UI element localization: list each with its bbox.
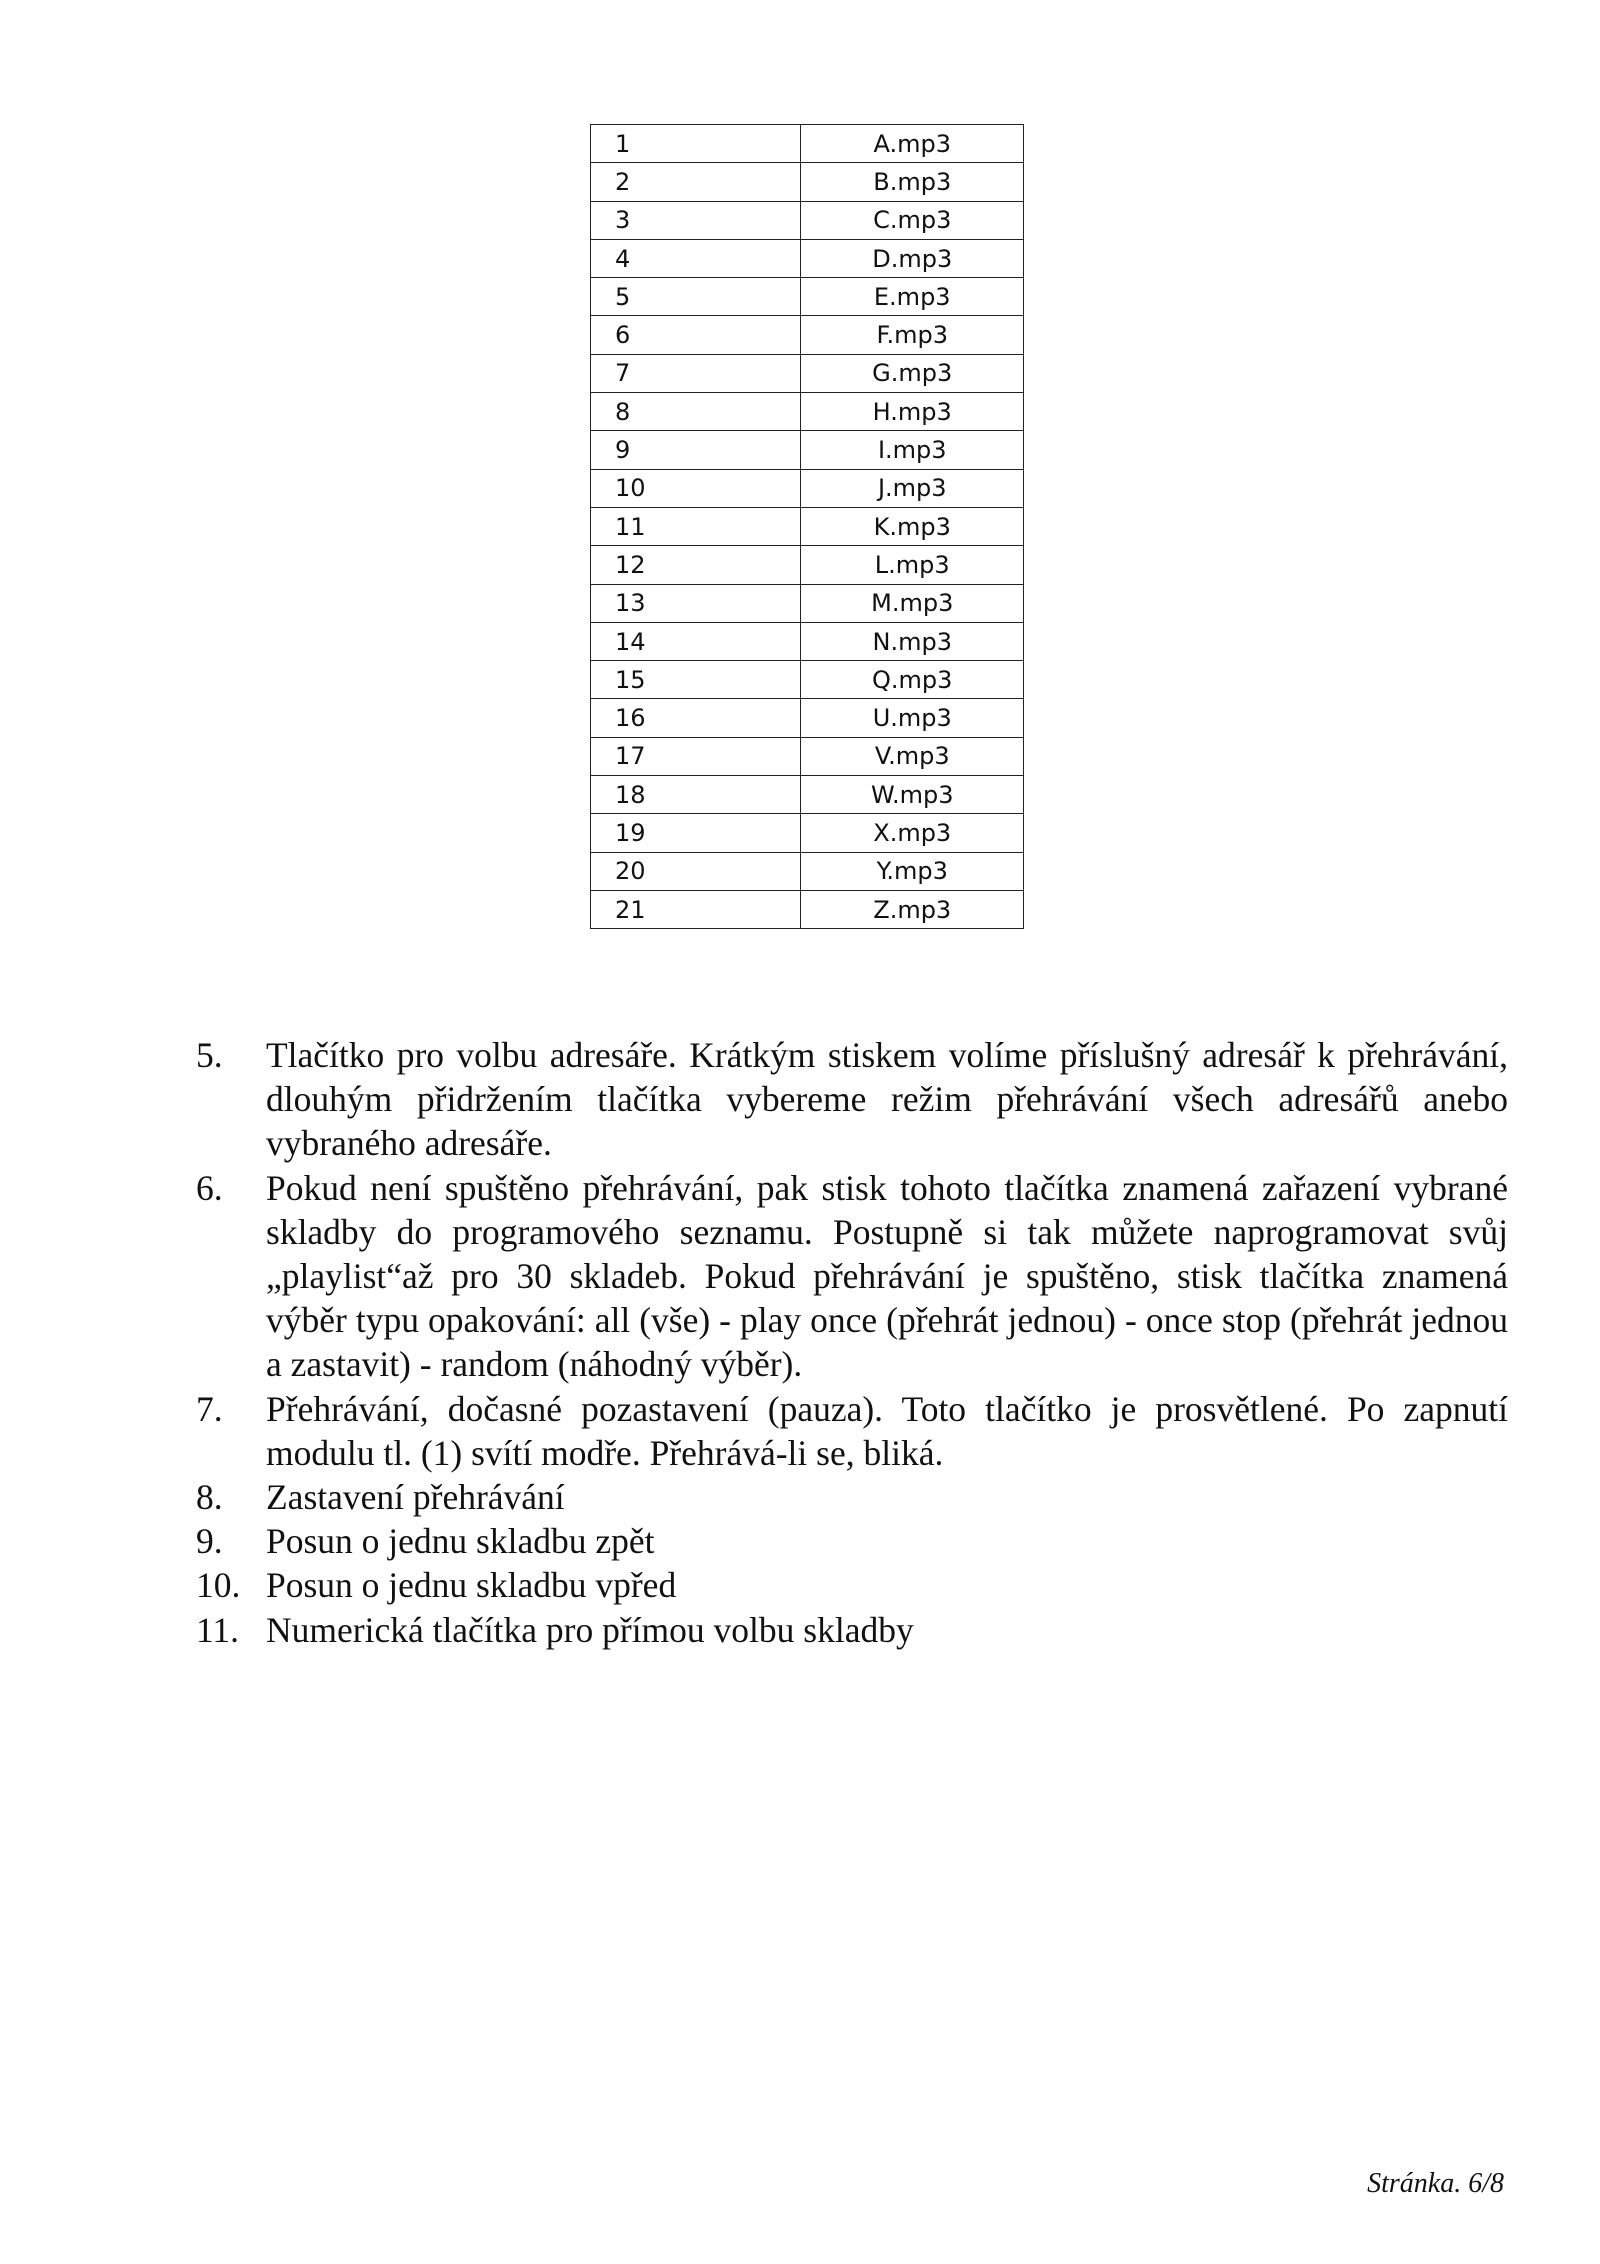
instruction-list <box>196 1033 1508 1652</box>
table-row <box>591 239 1024 277</box>
track-file: H.mp3 <box>801 393 1024 431</box>
table-row <box>591 890 1024 928</box>
item-number: 10. <box>196 1565 241 1606</box>
table-row <box>591 584 1024 622</box>
table-row <box>591 814 1024 852</box>
table-row <box>591 699 1024 737</box>
list-item <box>196 1563 1508 1607</box>
table-row <box>591 622 1024 660</box>
item-text: Posun o jednu skladbu zpět <box>266 1521 655 1562</box>
track-number: 4 <box>591 239 801 277</box>
track-number: 7 <box>591 354 801 392</box>
track-number: 9 <box>591 431 801 469</box>
track-file: V.mp3 <box>801 737 1024 775</box>
table-row <box>591 431 1024 469</box>
track-number: 19 <box>591 814 801 852</box>
track-file: M.mp3 <box>801 584 1024 622</box>
table-row <box>591 201 1024 239</box>
track-file: C.mp3 <box>801 201 1024 239</box>
item-number: 11. <box>196 1609 240 1650</box>
track-number: 1 <box>591 125 801 163</box>
item-text: Posun o jednu skladbu vpřed <box>266 1565 677 1606</box>
item-number: 5. <box>196 1035 223 1075</box>
table-row <box>591 661 1024 699</box>
track-table <box>590 124 1024 929</box>
track-number: 18 <box>591 776 801 814</box>
track-number: 15 <box>591 661 801 699</box>
table-row <box>591 469 1024 507</box>
list-item <box>196 1519 1508 1563</box>
track-file: W.mp3 <box>801 776 1024 814</box>
table-row <box>591 393 1024 431</box>
track-number: 20 <box>591 852 801 890</box>
track-file: F.mp3 <box>801 316 1024 354</box>
track-file: X.mp3 <box>801 814 1024 852</box>
track-file: I.mp3 <box>801 431 1024 469</box>
track-number: 8 <box>591 393 801 431</box>
list-item <box>196 1608 1508 1652</box>
item-text: Pokud není spuštěno přehrávání, pak stisk tohoto tlačítka znamená zařazení vybrané skladby do programového seznamu. Postupně si tak můžete naprogramovat svůj „playlist“až pro 30 skladeb. Pokud přehrávání je spuštěno, stisk tlačítka znamená výběr typu opakování: all (vše) - play once (přehrát jednou) - once stop (přehrát jednou a zastavit) - random (náhodný výběr). <box>266 1167 1508 1385</box>
table-row <box>591 278 1024 316</box>
track-file: N.mp3 <box>801 622 1024 660</box>
list-item <box>196 1475 1508 1519</box>
table-row <box>591 354 1024 392</box>
track-number: 17 <box>591 737 801 775</box>
track-file: D.mp3 <box>801 239 1024 277</box>
page-number: Stránka. 6/8 <box>1367 2168 1504 2199</box>
track-number: 5 <box>591 278 801 316</box>
table-row <box>591 852 1024 890</box>
track-number: 3 <box>591 201 801 239</box>
track-file: Q.mp3 <box>801 661 1024 699</box>
track-number: 2 <box>591 163 801 201</box>
track-file: U.mp3 <box>801 699 1024 737</box>
item-text: Tlačítko pro volbu adresáře. Krátkým stiskem volíme příslušný adresář k přehrávání, dlouhým přidržením tlačítka vybereme režim přehrávání všech adresářů anebo vybraného adresáře. <box>266 1035 1508 1164</box>
table-row <box>591 316 1024 354</box>
track-file: E.mp3 <box>801 278 1024 316</box>
list-item <box>196 1166 1508 1387</box>
table-row <box>591 163 1024 201</box>
track-file: B.mp3 <box>801 163 1024 201</box>
table-row <box>591 776 1024 814</box>
item-number: 6. <box>196 1167 223 1208</box>
track-number: 11 <box>591 507 801 545</box>
table-row <box>591 546 1024 584</box>
track-number: 16 <box>591 699 801 737</box>
item-number: 7. <box>196 1388 223 1429</box>
track-number: 13 <box>591 584 801 622</box>
track-number: 12 <box>591 546 801 584</box>
item-number: 9. <box>196 1521 223 1562</box>
item-number: 8. <box>196 1477 223 1518</box>
track-file: A.mp3 <box>801 125 1024 163</box>
track-file: Z.mp3 <box>801 890 1024 928</box>
track-number: 10 <box>591 469 801 507</box>
table-row <box>591 507 1024 545</box>
track-file: J.mp3 <box>801 469 1024 507</box>
track-number: 14 <box>591 622 801 660</box>
list-item <box>196 1387 1508 1475</box>
table-row <box>591 737 1024 775</box>
list-item <box>196 1033 1508 1166</box>
item-text: Zastavení přehrávání <box>266 1477 565 1518</box>
track-number: 21 <box>591 890 801 928</box>
track-file: G.mp3 <box>801 354 1024 392</box>
track-number: 6 <box>591 316 801 354</box>
track-file: Y.mp3 <box>801 852 1024 890</box>
item-text: Přehrávání, dočasné pozastavení (pauza). Toto tlačítko je prosvětlené. Po zapnutí modulu tl. (1) svítí modře. Přehrává-li se, bliká. <box>266 1388 1508 1473</box>
item-text: Numerická tlačítka pro přímou volbu skladby <box>266 1609 914 1650</box>
table-row <box>591 125 1024 163</box>
track-table-body <box>591 125 1024 929</box>
track-file: L.mp3 <box>801 546 1024 584</box>
track-file: K.mp3 <box>801 507 1024 545</box>
